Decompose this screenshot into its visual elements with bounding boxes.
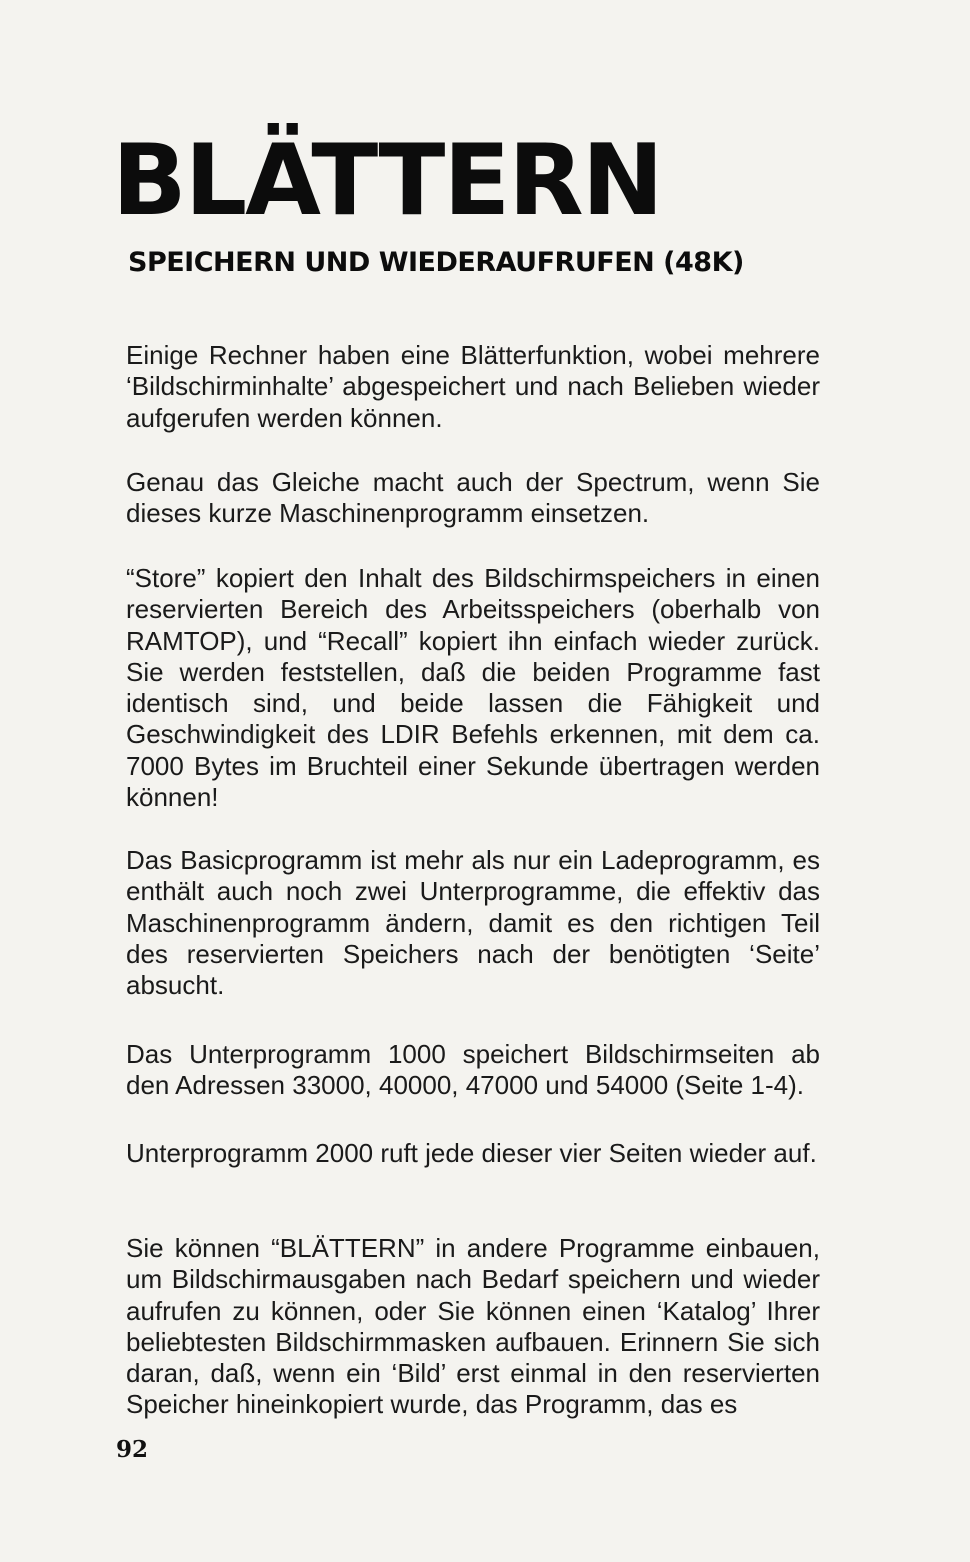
paragraph-3: “Store” kopiert den Inhalt des Bildschirmspeichers in einen reservierten Bereich des Arbeitsspeichers (oberhalb von RAMTOP), und “Recall” kopiert ihn einfach wieder zurück. Sie werden feststellen, daß die beiden Programme fast identisch sind, und beide lassen die Fähigkeit und Geschwindigkeit des LDIR Befehls erkennen, mit dem ca. 7000 Bytes im Bruchteil einer Sekunde übertragen werden können! bbox=[126, 563, 820, 813]
paragraph-5: Das Unterprogramm 1000 speichert Bildschirmseiten ab den Adressen 33000, 40000, 47000 und 54000 (Seite 1-4). bbox=[126, 1039, 820, 1101]
paragraph-4: Das Basicprogramm ist mehr als nur ein Ladeprogramm, es enthält auch noch zwei Unterprogramme, die effektiv das Maschinenprogramm ändern, damit es den richtigen Teil des reservierten Speichers nach der benötigten ‘Seite’ absucht. bbox=[126, 845, 820, 1001]
paragraph-7: Sie können “BLÄTTERN” in andere Programme einbauen, um Bildschirmausgaben nach Bedarf speichern und wieder aufrufen zu können, oder Sie können einen ‘Katalog’ Ihrer beliebtesten Bildschirmmasken aufbauen. Erinnern Sie sich daran, daß, wenn ein ‘Bild’ erst einmal in den reservierten Speicher hineinkopiert wurde, das Programm, das es bbox=[126, 1233, 820, 1420]
paragraph-2: Genau das Gleiche macht auch der Spectrum, wenn Sie dieses kurze Maschinenprogramm einsetzen. bbox=[126, 467, 820, 529]
page-number: 92 bbox=[116, 1436, 149, 1463]
page-title: BLÄTTERN bbox=[112, 124, 662, 238]
section-subtitle: SPEICHERN UND WIEDERAUFRUFEN (48K) bbox=[128, 247, 744, 278]
paragraph-1: Einige Rechner haben eine Blätterfunktion, wobei mehrere ‘Bildschirminhalte’ abgespeichert und nach Belieben wieder aufgerufen werden können. bbox=[126, 340, 820, 433]
paragraph-6: Unterprogramm 2000 ruft jede dieser vier Seiten wieder auf. bbox=[126, 1138, 817, 1168]
